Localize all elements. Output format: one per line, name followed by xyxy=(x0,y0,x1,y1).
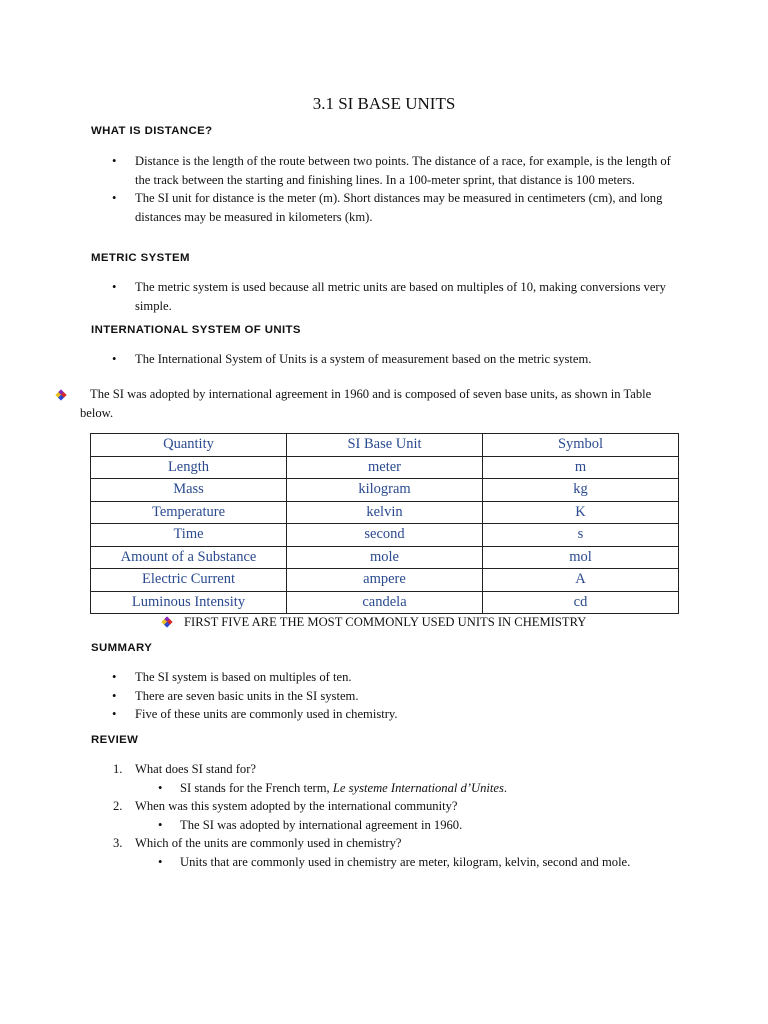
list-item: • The metric system is used because all metric units are based on multiples of 10, making conversions very simple. xyxy=(0,278,673,315)
distance-bullet-list xyxy=(0,152,673,226)
table-row xyxy=(91,569,679,592)
review-number: 1. xyxy=(113,762,123,776)
table-cell: m xyxy=(483,456,679,479)
table-cell: Length xyxy=(91,456,287,479)
list-item: • Five of these units are commonly used in chemistry. xyxy=(0,705,673,724)
table-cell: cd xyxy=(483,591,679,614)
review-item xyxy=(0,834,630,871)
table-cell: Electric Current xyxy=(91,569,287,592)
table-cell: kilogram xyxy=(287,479,483,502)
review-answer: • SI stands for the French term, Le systeme International d’Unites. xyxy=(135,779,630,798)
diamond-bullet-icon xyxy=(162,617,172,627)
table-cell: Luminous Intensity xyxy=(91,591,287,614)
table-row xyxy=(91,546,679,569)
review-question: When was this system adopted by the international community? xyxy=(135,799,458,813)
table-cell: kg xyxy=(483,479,679,502)
review-item xyxy=(0,760,630,797)
table-cell: meter xyxy=(287,456,483,479)
table-cell: K xyxy=(483,501,679,524)
review-question: What does SI stand for? xyxy=(135,762,257,776)
table-cell: s xyxy=(483,524,679,547)
table-cell: Amount of a Substance xyxy=(91,546,287,569)
list-item: • Distance is the length of the route between two points. The distance of a race, for example, is the length of the track between the starting and finishing lines. In a 100-meter sprint, that distance is 100 meters. xyxy=(0,152,673,189)
heading-summary: SUMMARY xyxy=(91,642,153,654)
review-question: Which of the units are commonly used in chemistry? xyxy=(135,836,402,850)
review-item xyxy=(0,797,630,834)
adoption-text: The SI was adopted by international agreement in 1960 and is composed of seven base units, as shown in Table below. xyxy=(80,387,652,420)
table-cell: mole xyxy=(287,546,483,569)
table-row xyxy=(91,501,679,524)
review-number: 2. xyxy=(113,799,123,813)
table-cell: second xyxy=(287,524,483,547)
table-row xyxy=(91,479,679,502)
diamond-bullet-icon xyxy=(56,390,66,400)
review-number: 3. xyxy=(113,836,123,850)
list-item: • The SI unit for distance is the meter (m). Short distances may be measured in centimeters (cm), and long distances may be measured in kilometers (km). xyxy=(0,189,673,226)
table-cell: candela xyxy=(287,591,483,614)
table-cell: Time xyxy=(91,524,287,547)
table-cell: A xyxy=(483,569,679,592)
table-cell: kelvin xyxy=(287,501,483,524)
table-cell: mol xyxy=(483,546,679,569)
table-header-cell: SI Base Unit xyxy=(287,434,483,457)
table-cell: Temperature xyxy=(91,501,287,524)
metric-bullet-list xyxy=(0,278,673,315)
review-list xyxy=(0,760,630,871)
page-title: 3.1 SI BASE UNITS xyxy=(312,94,456,113)
list-item: • The International System of Units is a system of measurement based on the metric system. xyxy=(0,350,673,369)
table-note: FIRST FIVE ARE THE MOST COMMONLY USED UNITS IN CHEMISTRY xyxy=(184,615,587,629)
si-units-table xyxy=(90,433,679,614)
table-header-row xyxy=(91,434,679,457)
table-row xyxy=(91,524,679,547)
table-header-cell: Symbol xyxy=(483,434,679,457)
french-term: Le systeme International d’Unites xyxy=(332,780,504,795)
table-header-cell: Quantity xyxy=(91,434,287,457)
heading-review: REVIEW xyxy=(91,734,139,746)
table-row xyxy=(91,591,679,614)
table-cell: Mass xyxy=(91,479,287,502)
list-item: • There are seven basic units in the SI system. xyxy=(0,687,673,706)
table-row xyxy=(91,456,679,479)
heading-international-system: INTERNATIONAL SYSTEM OF UNITS xyxy=(91,324,301,336)
list-item: • The SI system is based on multiples of ten. xyxy=(0,668,673,687)
international-bullet-list xyxy=(0,350,673,369)
heading-metric-system: METRIC SYSTEM xyxy=(91,252,190,264)
summary-bullet-list xyxy=(0,668,673,724)
heading-what-is-distance: WHAT IS DISTANCE? xyxy=(91,125,213,137)
review-answer: • The SI was adopted by international agreement in 1960. xyxy=(135,816,630,835)
table-cell: ampere xyxy=(287,569,483,592)
adoption-paragraph xyxy=(80,385,680,422)
review-answer: • Units that are commonly used in chemistry are meter, kilogram, kelvin, second and mole. xyxy=(135,853,630,872)
